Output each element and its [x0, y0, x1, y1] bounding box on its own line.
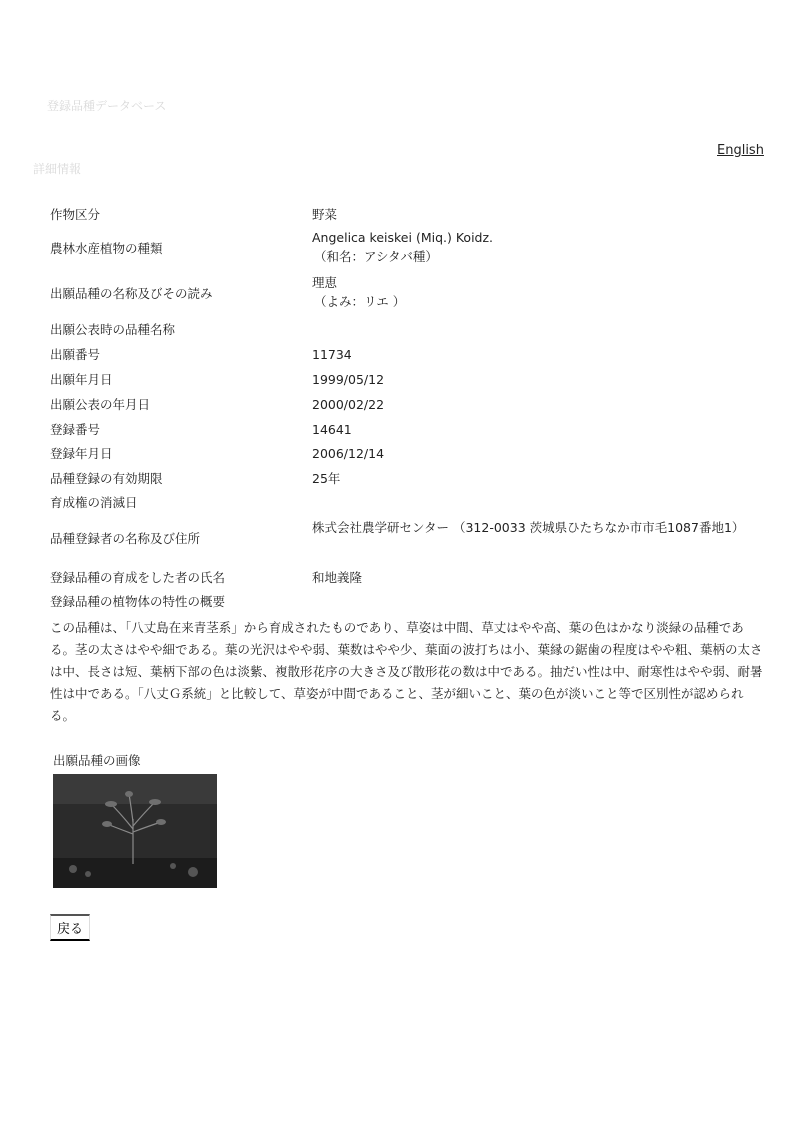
- field-value: 和地義隆: [312, 570, 363, 585]
- field-value: [312, 228, 762, 266]
- field-value-line: （よみ：リエ ）: [314, 294, 406, 309]
- field-value: 1999/05/12: [312, 372, 385, 387]
- field-value-line: （和名：アシタバ種）: [314, 249, 438, 264]
- field-value: 14641: [312, 422, 352, 437]
- field-value: 25年: [312, 471, 341, 486]
- field-value: 株式会社農学研センター （312-0033 茨城県ひたちなか市市毛1087番地1）: [312, 520, 745, 535]
- back-button[interactable]: 戻る: [50, 914, 90, 941]
- variety-photo: [53, 774, 217, 888]
- database-title: 登録品種データベース: [47, 99, 167, 113]
- field-label: 出願公表の年月日: [50, 397, 151, 412]
- english-link[interactable]: English: [717, 143, 764, 158]
- field-value: 野菜: [312, 207, 338, 222]
- field-label: 品種登録者の名称及び住所: [50, 531, 201, 546]
- field-label: 登録年月日: [50, 446, 113, 461]
- characteristics-description: この品種は、「八丈島在来青茎系」から育成されたものであり、草姿は中間、草丈はやや高、葉の色はかなり淡緑の品種である。茎の太さはやや細である。葉の光沢はやや弱、葉数はやや少、葉面の波打ちは小、葉縁の鋸歯の程度はやや粗、葉柄の太さは中、長さは短、葉柄下部の色は淡紫、複散形花序の大きさ及び散形花の数は中である。抽だい性は中、耐寒性はやや弱、耐暑性は中である。「八丈Ｇ系統」と比較して、草姿が中間であること、茎が細いこと、葉の色が淡いこと等で区別性が認められる。: [50, 620, 763, 723]
- field-label: 育成権の消滅日: [50, 495, 138, 510]
- field-label: 登録番号: [50, 422, 101, 437]
- field-value-line: 理恵: [312, 275, 338, 290]
- field-label: 作物区分: [50, 207, 101, 222]
- field-value: 2000/02/22: [312, 397, 385, 412]
- image-label: 出願品種の画像: [53, 753, 141, 768]
- field-label: 出願品種の名称及びその読み: [50, 286, 213, 301]
- plant-photo-graphic: [53, 774, 217, 888]
- field-label: 登録品種の育成をした者の氏名: [50, 570, 226, 585]
- field-label: 出願公表時の品種名称: [50, 322, 176, 337]
- field-label: 出願年月日: [50, 372, 113, 387]
- field-label: 出願番号: [50, 347, 101, 362]
- field-label: 品種登録の有効期限: [50, 471, 163, 486]
- field-value: 2006/12/14: [312, 446, 385, 461]
- description-label: 登録品種の植物体の特性の概要: [50, 594, 226, 609]
- field-label: 農林水産植物の種類: [50, 241, 163, 256]
- field-value-line: Angelica keiskei (Miq.) Koidz.: [312, 230, 494, 245]
- field-value: 11734: [312, 347, 352, 362]
- detail-info-title: 詳細情報: [33, 162, 82, 176]
- field-value: [312, 273, 762, 311]
